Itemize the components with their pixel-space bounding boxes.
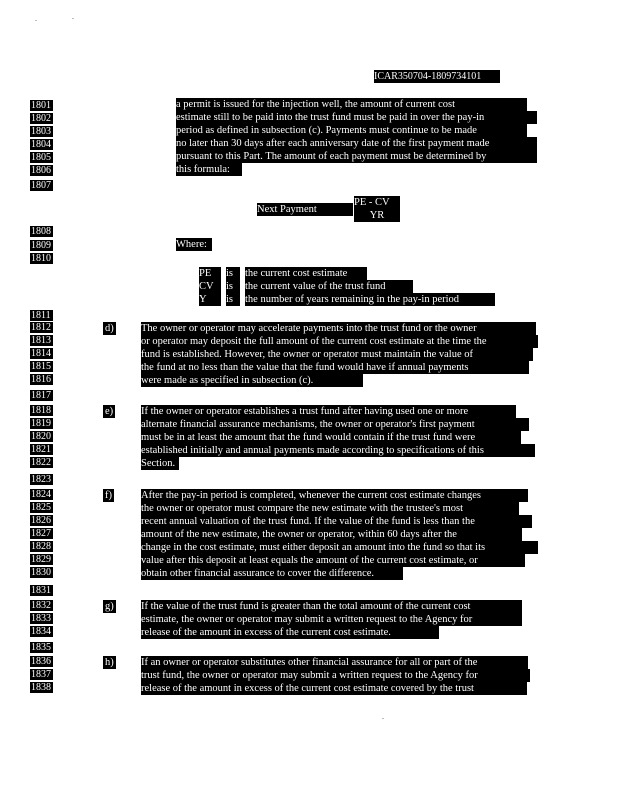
formula-label: Next Payment — [257, 203, 353, 216]
line-number: 1812 — [31, 322, 51, 333]
paragraph-line: this formula: — [176, 163, 242, 176]
section-line: the fund at no less than the value that the fund would have if annual payments — [141, 361, 529, 374]
section-line: The owner or operator may accelerate payments into the trust fund or the owner — [141, 322, 536, 335]
paragraph-line: estimate still to be paid into the trust fund must be paid in over the pay-in — [176, 111, 537, 124]
definition-symbol: PE — [199, 267, 221, 280]
line-number: 1810 — [31, 253, 51, 264]
line-number: 1818 — [31, 405, 51, 416]
section-line: established initially and annual payments made according to specifications of this — [141, 444, 535, 457]
line-number: 1831 — [31, 585, 51, 596]
line-number: 1815 — [31, 361, 51, 372]
line-number: 1827 — [31, 528, 51, 539]
section-line: alternate financial assurance mechanisms, the owner or operator's first payment — [141, 418, 529, 431]
line-number: 1819 — [31, 418, 51, 429]
line-number: 1838 — [31, 682, 51, 693]
section-label: f) — [105, 490, 112, 501]
paragraph-line: no later than 30 days after each anniversary date of the first payment made — [176, 137, 537, 150]
section-line: If the owner or operator establishes a trust fund after having used one or more — [141, 405, 516, 418]
header-code: ICAR350704-1809734101 — [374, 70, 500, 83]
section-line: the owner or operator must compare the new estimate with the trustee's most — [141, 502, 519, 515]
line-number: 1814 — [31, 348, 51, 359]
paragraph-line: pursuant to this Part. The amount of each payment must be determined by — [176, 150, 537, 163]
definition-text: the current cost estimate — [245, 267, 367, 280]
section-line: fund is established. However, the owner or operator must maintain the value of — [141, 348, 533, 361]
section-line: release of the amount in excess of the current cost estimate. — [141, 626, 439, 639]
paragraph-line: period as defined in subsection (c). Payments must continue to be made — [176, 124, 527, 137]
line-number: 1816 — [31, 374, 51, 385]
section-line: obtain other financial assurance to cover the difference. — [141, 567, 403, 580]
line-number: 1821 — [31, 444, 51, 455]
line-number: 1837 — [31, 669, 51, 680]
section-label: h) — [105, 657, 114, 668]
line-number: 1830 — [31, 567, 51, 578]
paragraph-line: a permit is issued for the injection well, the amount of current cost — [176, 98, 527, 111]
line-number: 1806 — [31, 165, 51, 176]
section-line: trust fund, the owner or operator may submit a written request to the Agency for — [141, 669, 530, 682]
line-number: 1803 — [31, 126, 51, 137]
line-number: 1807 — [31, 180, 51, 191]
line-number: 1820 — [31, 431, 51, 442]
definition-symbol: CV — [199, 280, 221, 293]
line-number: 1826 — [31, 515, 51, 526]
definition-is: is — [226, 293, 240, 306]
line-number: 1801 — [31, 100, 51, 111]
line-number: 1829 — [31, 554, 51, 565]
section-line: If an owner or operator substitutes other financial assurance for all or part of the — [141, 656, 528, 669]
definition-symbol: Y — [199, 293, 221, 306]
section-line: must be in at least the amount that the fund would contain if the trust fund were — [141, 431, 521, 444]
section-line: estimate, the owner or operator may submit a written request to the Agency for — [141, 613, 522, 626]
section-line: change in the cost estimate, must either deposit an amount into the fund so that its — [141, 541, 538, 554]
section-line: Section. — [141, 457, 179, 470]
definition-text: the number of years remaining in the pay-in period — [245, 293, 495, 306]
section-line: or operator may deposit the full amount of the current cost estimate at the time the — [141, 335, 538, 348]
scan-speck: . — [382, 712, 384, 721]
section-line: value after this deposit at least equals the amount of the current cost estimate, or — [141, 554, 525, 567]
line-number: 1828 — [31, 541, 51, 552]
line-number: 1833 — [31, 613, 51, 624]
section-label: d) — [105, 323, 114, 334]
line-number: 1836 — [31, 656, 51, 667]
definition-is: is — [226, 267, 240, 280]
where-label: Where: — [176, 238, 212, 251]
line-number: 1808 — [31, 226, 51, 237]
line-number: 1804 — [31, 139, 51, 150]
formula-numerator: PE - CV — [354, 196, 400, 209]
line-number: 1813 — [31, 335, 51, 346]
section-line: recent annual valuation of the trust fund. If the value of the fund is less than the — [141, 515, 532, 528]
definition-is: is — [226, 280, 240, 293]
scan-speck: . — [35, 14, 37, 23]
definition-text: the current value of the trust fund — [245, 280, 413, 293]
line-number: 1835 — [31, 642, 51, 653]
section-line: After the pay-in period is completed, whenever the current cost estimate changes — [141, 489, 528, 502]
section-line: If the value of the trust fund is greater than the total amount of the current cost — [141, 600, 522, 613]
line-number: 1809 — [31, 240, 51, 251]
line-number: 1802 — [31, 113, 51, 124]
line-number: 1824 — [31, 489, 51, 500]
line-number: 1823 — [31, 474, 51, 485]
line-number: 1834 — [31, 626, 51, 637]
section-line: release of the amount in excess of the current cost estimate covered by the trust — [141, 682, 527, 695]
line-number: 1832 — [31, 600, 51, 611]
section-label: e) — [105, 406, 114, 417]
formula-denominator: YR — [354, 209, 400, 222]
section-line: amount of the new estimate, the owner or operator, within 60 days after the — [141, 528, 522, 541]
line-number: 1805 — [31, 152, 51, 163]
section-label: g) — [105, 601, 114, 612]
line-number: 1825 — [31, 502, 51, 513]
line-number: 1811 — [30, 310, 53, 321]
line-number: 1822 — [31, 457, 51, 468]
section-line: were made as specified in subsection (c). — [141, 374, 363, 387]
line-number: 1817 — [31, 390, 51, 401]
scan-speck: . — [72, 12, 74, 21]
